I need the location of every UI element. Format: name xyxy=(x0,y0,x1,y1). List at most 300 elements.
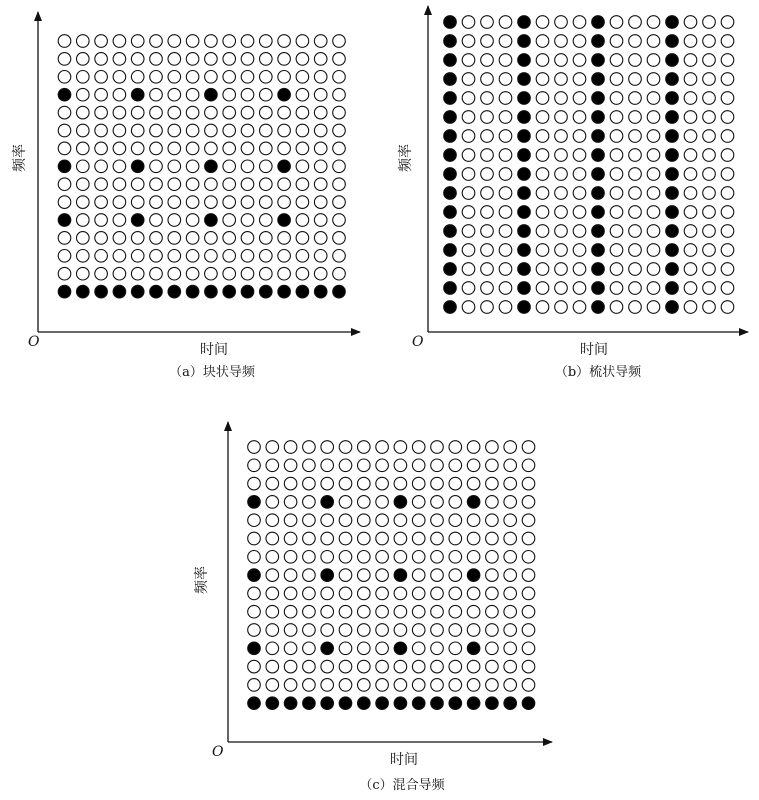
pilot-subcarrier xyxy=(131,285,144,298)
data-subcarrier xyxy=(536,168,549,181)
data-subcarrier xyxy=(358,459,371,472)
data-subcarrier xyxy=(499,35,512,48)
data-subcarrier xyxy=(333,53,346,66)
data-subcarrier xyxy=(303,569,316,582)
pilot-subcarrier xyxy=(592,225,605,238)
data-subcarrier xyxy=(647,225,660,238)
pilot-subcarrier xyxy=(592,168,605,181)
data-subcarrier xyxy=(647,92,660,105)
data-subcarrier xyxy=(467,514,480,527)
data-subcarrier xyxy=(358,624,371,637)
data-subcarrier xyxy=(499,301,512,314)
data-subcarrier xyxy=(339,551,352,564)
data-subcarrier xyxy=(296,142,309,155)
data-subcarrier xyxy=(376,514,389,527)
data-subcarrier xyxy=(278,250,291,263)
data-subcarrier xyxy=(168,53,181,66)
data-subcarrier xyxy=(647,73,660,86)
pilot-subcarrier xyxy=(58,214,71,227)
caption: （b）梳状导频 xyxy=(554,365,642,380)
pilot-subcarrier xyxy=(518,168,531,181)
data-subcarrier xyxy=(376,569,389,582)
data-subcarrier xyxy=(186,35,199,48)
data-subcarrier xyxy=(241,106,254,119)
data-subcarrier xyxy=(223,124,236,137)
data-subcarrier xyxy=(721,35,734,48)
data-subcarrier xyxy=(131,232,144,245)
data-subcarrier xyxy=(260,142,273,155)
data-subcarrier xyxy=(314,71,327,84)
data-subcarrier xyxy=(223,178,236,191)
data-subcarrier xyxy=(296,214,309,227)
pilot-subcarrier xyxy=(518,149,531,162)
data-subcarrier xyxy=(467,587,480,600)
data-subcarrier xyxy=(205,124,218,137)
data-subcarrier xyxy=(95,35,108,48)
data-subcarrier xyxy=(95,53,108,66)
data-subcarrier xyxy=(296,124,309,137)
pilot-subcarrier xyxy=(248,697,261,710)
pilot-subcarrier xyxy=(518,187,531,200)
data-subcarrier xyxy=(260,196,273,209)
data-subcarrier xyxy=(504,569,517,582)
data-subcarrier xyxy=(721,187,734,200)
pilot-subcarrier xyxy=(358,697,371,710)
data-subcarrier xyxy=(499,187,512,200)
data-subcarrier xyxy=(394,477,407,490)
data-subcarrier xyxy=(394,624,407,637)
data-subcarrier xyxy=(150,178,163,191)
data-subcarrier xyxy=(223,142,236,155)
pilot-subcarrier xyxy=(518,244,531,257)
pilot-subcarrier xyxy=(444,187,457,200)
data-subcarrier xyxy=(504,532,517,545)
data-subcarrier xyxy=(321,587,334,600)
data-subcarrier xyxy=(522,477,535,490)
data-subcarrier xyxy=(205,106,218,119)
data-subcarrier xyxy=(721,54,734,67)
data-subcarrier xyxy=(647,168,660,181)
data-subcarrier xyxy=(358,605,371,618)
data-subcarrier xyxy=(610,111,623,124)
data-subcarrier xyxy=(499,73,512,86)
data-subcarrier xyxy=(522,569,535,582)
data-subcarrier xyxy=(58,124,71,137)
data-subcarrier xyxy=(431,679,444,692)
data-subcarrier xyxy=(358,532,371,545)
data-subcarrier xyxy=(321,551,334,564)
pilot-subcarrier xyxy=(444,130,457,143)
data-subcarrier xyxy=(131,71,144,84)
data-subcarrier xyxy=(486,441,499,454)
pilot-subcarrier xyxy=(592,111,605,124)
data-subcarrier xyxy=(610,16,623,29)
data-subcarrier xyxy=(499,111,512,124)
data-subcarrier xyxy=(150,267,163,280)
data-subcarrier xyxy=(721,168,734,181)
data-subcarrier xyxy=(610,168,623,181)
pilot-subcarrier xyxy=(518,54,531,67)
data-subcarrier xyxy=(536,225,549,238)
pilot-subcarrier xyxy=(666,92,679,105)
pilot-subcarrier xyxy=(248,496,261,509)
pilot-subcarrier xyxy=(666,168,679,181)
data-subcarrier xyxy=(431,587,444,600)
data-subcarrier xyxy=(278,196,291,209)
data-subcarrier xyxy=(376,441,389,454)
data-subcarrier xyxy=(449,679,462,692)
data-subcarrier xyxy=(113,178,126,191)
data-subcarrier xyxy=(536,301,549,314)
data-subcarrier xyxy=(449,624,462,637)
data-subcarrier xyxy=(703,130,716,143)
data-subcarrier xyxy=(629,168,642,181)
x-axis-label: 时间 xyxy=(390,752,418,768)
pilot-subcarrier xyxy=(518,263,531,276)
data-subcarrier xyxy=(333,214,346,227)
data-subcarrier xyxy=(58,35,71,48)
data-subcarrier xyxy=(77,178,90,191)
data-subcarrier xyxy=(186,124,199,137)
data-subcarrier xyxy=(431,624,444,637)
data-subcarrier xyxy=(260,88,273,101)
data-subcarrier xyxy=(248,441,261,454)
data-subcarrier xyxy=(131,267,144,280)
pilot-subcarrier xyxy=(58,160,71,173)
data-subcarrier xyxy=(703,187,716,200)
data-subcarrier xyxy=(499,130,512,143)
pilot-subcarrier xyxy=(444,73,457,86)
data-subcarrier xyxy=(536,92,549,105)
data-subcarrier xyxy=(486,624,499,637)
data-subcarrier xyxy=(168,71,181,84)
caption: （c）混合导频 xyxy=(359,778,445,793)
data-subcarrier xyxy=(303,496,316,509)
data-subcarrier xyxy=(412,679,425,692)
data-subcarrier xyxy=(647,54,660,67)
data-subcarrier xyxy=(684,16,697,29)
data-subcarrier xyxy=(58,142,71,155)
data-subcarrier xyxy=(296,178,309,191)
data-subcarrier xyxy=(314,124,327,137)
data-subcarrier xyxy=(394,514,407,527)
data-subcarrier xyxy=(394,679,407,692)
data-subcarrier xyxy=(721,206,734,219)
data-subcarrier xyxy=(462,282,475,295)
data-subcarrier xyxy=(721,130,734,143)
data-subcarrier xyxy=(77,196,90,209)
data-subcarrier xyxy=(339,624,352,637)
data-subcarrier xyxy=(629,111,642,124)
data-subcarrier xyxy=(150,124,163,137)
data-subcarrier xyxy=(412,459,425,472)
diagram-hybrid-pilot xyxy=(194,422,552,793)
data-subcarrier xyxy=(113,232,126,245)
data-subcarrier xyxy=(610,301,623,314)
data-subcarrier xyxy=(223,53,236,66)
data-subcarrier xyxy=(248,605,261,618)
data-subcarrier xyxy=(223,35,236,48)
data-subcarrier xyxy=(260,232,273,245)
data-subcarrier xyxy=(113,160,126,173)
data-subcarrier xyxy=(339,496,352,509)
pilot-subcarrier xyxy=(518,282,531,295)
data-subcarrier xyxy=(486,532,499,545)
data-subcarrier xyxy=(314,196,327,209)
data-subcarrier xyxy=(186,178,199,191)
data-subcarrier xyxy=(150,142,163,155)
data-subcarrier xyxy=(95,88,108,101)
data-subcarrier xyxy=(449,477,462,490)
data-subcarrier xyxy=(721,111,734,124)
pilot-subcarrier xyxy=(666,73,679,86)
data-subcarrier xyxy=(58,71,71,84)
data-subcarrier xyxy=(555,73,568,86)
data-subcarrier xyxy=(150,160,163,173)
data-subcarrier xyxy=(205,53,218,66)
data-subcarrier xyxy=(284,679,297,692)
data-subcarrier xyxy=(223,71,236,84)
data-subcarrier xyxy=(186,214,199,227)
pilot-subcarrier xyxy=(666,149,679,162)
pilot-subcarrier xyxy=(248,569,261,582)
data-subcarrier xyxy=(647,16,660,29)
data-subcarrier xyxy=(412,532,425,545)
data-subcarrier xyxy=(412,605,425,618)
data-subcarrier xyxy=(449,587,462,600)
data-subcarrier xyxy=(467,660,480,673)
data-subcarrier xyxy=(296,53,309,66)
data-subcarrier xyxy=(186,250,199,263)
data-subcarrier xyxy=(284,642,297,655)
data-subcarrier xyxy=(77,250,90,263)
data-subcarrier xyxy=(284,459,297,472)
pilot-subcarrier xyxy=(666,263,679,276)
data-subcarrier xyxy=(113,35,126,48)
data-subcarrier xyxy=(266,496,279,509)
data-subcarrier xyxy=(333,232,346,245)
pilot-subcarrier xyxy=(248,642,261,655)
data-subcarrier xyxy=(412,496,425,509)
diagram-block-pilot xyxy=(12,12,360,380)
pilot-subcarrier xyxy=(518,92,531,105)
data-subcarrier xyxy=(241,53,254,66)
data-subcarrier xyxy=(260,214,273,227)
data-subcarrier xyxy=(77,160,90,173)
data-subcarrier xyxy=(205,250,218,263)
data-subcarrier xyxy=(260,250,273,263)
data-subcarrier xyxy=(486,660,499,673)
data-subcarrier xyxy=(95,196,108,209)
data-subcarrier xyxy=(113,88,126,101)
data-subcarrier xyxy=(168,232,181,245)
data-subcarrier xyxy=(431,532,444,545)
data-subcarrier xyxy=(303,587,316,600)
data-subcarrier xyxy=(58,250,71,263)
data-subcarrier xyxy=(467,605,480,618)
data-subcarrier xyxy=(150,106,163,119)
data-subcarrier xyxy=(555,206,568,219)
pilot-subcarrier xyxy=(260,285,273,298)
data-subcarrier xyxy=(321,514,334,527)
data-subcarrier xyxy=(555,244,568,257)
data-subcarrier xyxy=(58,106,71,119)
data-subcarrier xyxy=(481,92,494,105)
data-subcarrier xyxy=(486,496,499,509)
data-subcarrier xyxy=(241,214,254,227)
data-subcarrier xyxy=(536,149,549,162)
data-subcarrier xyxy=(449,569,462,582)
data-subcarrier xyxy=(462,130,475,143)
data-subcarrier xyxy=(260,267,273,280)
data-subcarrier xyxy=(303,532,316,545)
data-subcarrier xyxy=(333,142,346,155)
data-subcarrier xyxy=(150,71,163,84)
pilot-subcarrier xyxy=(444,263,457,276)
data-subcarrier xyxy=(186,196,199,209)
data-subcarrier xyxy=(95,124,108,137)
pilot-subcarrier xyxy=(321,642,334,655)
data-subcarrier xyxy=(150,88,163,101)
data-subcarrier xyxy=(721,225,734,238)
data-subcarrier xyxy=(296,250,309,263)
data-subcarrier xyxy=(647,130,660,143)
data-subcarrier xyxy=(321,605,334,618)
data-subcarrier xyxy=(499,244,512,257)
data-subcarrier xyxy=(278,35,291,48)
data-subcarrier xyxy=(449,605,462,618)
y-axis-label: 频率 xyxy=(194,566,210,594)
pilot-subcarrier xyxy=(592,73,605,86)
data-subcarrier xyxy=(467,679,480,692)
data-subcarrier xyxy=(504,624,517,637)
data-subcarrier xyxy=(555,301,568,314)
pilot-subcarrier xyxy=(666,16,679,29)
data-subcarrier xyxy=(113,196,126,209)
pilot-subcarrier xyxy=(339,697,352,710)
data-subcarrier xyxy=(168,178,181,191)
data-subcarrier xyxy=(536,244,549,257)
pilot-subcarrier xyxy=(666,301,679,314)
pilot-subcarrier xyxy=(296,285,309,298)
data-subcarrier xyxy=(296,71,309,84)
data-subcarrier xyxy=(150,250,163,263)
data-subcarrier xyxy=(462,92,475,105)
data-subcarrier xyxy=(555,54,568,67)
pilot-subcarrier xyxy=(592,187,605,200)
data-subcarrier xyxy=(721,282,734,295)
data-subcarrier xyxy=(684,206,697,219)
data-subcarrier xyxy=(241,232,254,245)
data-subcarrier xyxy=(486,514,499,527)
data-subcarrier xyxy=(339,679,352,692)
data-subcarrier xyxy=(278,142,291,155)
data-subcarrier xyxy=(629,92,642,105)
pilot-subcarrier xyxy=(467,642,480,655)
data-subcarrier xyxy=(77,88,90,101)
pilot-subcarrier xyxy=(518,73,531,86)
data-subcarrier xyxy=(168,267,181,280)
data-subcarrier xyxy=(376,660,389,673)
data-subcarrier xyxy=(303,459,316,472)
pilot-subcarrier xyxy=(278,160,291,173)
data-subcarrier xyxy=(481,54,494,67)
data-subcarrier xyxy=(486,551,499,564)
data-subcarrier xyxy=(150,35,163,48)
data-subcarrier xyxy=(499,16,512,29)
data-subcarrier xyxy=(703,263,716,276)
data-subcarrier xyxy=(95,214,108,227)
pilot-subcarrier xyxy=(444,244,457,257)
data-subcarrier xyxy=(721,92,734,105)
data-subcarrier xyxy=(266,477,279,490)
pilot-subcarrier xyxy=(376,697,389,710)
data-subcarrier xyxy=(58,196,71,209)
data-subcarrier xyxy=(412,441,425,454)
data-subcarrier xyxy=(296,196,309,209)
data-subcarrier xyxy=(376,587,389,600)
data-subcarrier xyxy=(333,124,346,137)
data-subcarrier xyxy=(131,35,144,48)
data-subcarrier xyxy=(376,624,389,637)
data-subcarrier xyxy=(573,187,586,200)
pilot-subcarrier xyxy=(168,285,181,298)
data-subcarrier xyxy=(266,551,279,564)
data-subcarrier xyxy=(573,263,586,276)
data-subcarrier xyxy=(223,160,236,173)
pilot-subcarrier xyxy=(431,697,444,710)
data-subcarrier xyxy=(314,178,327,191)
data-subcarrier xyxy=(486,679,499,692)
data-subcarrier xyxy=(77,214,90,227)
data-subcarrier xyxy=(358,679,371,692)
data-subcarrier xyxy=(333,106,346,119)
data-subcarrier xyxy=(248,624,261,637)
data-subcarrier xyxy=(522,496,535,509)
data-subcarrier xyxy=(536,206,549,219)
data-subcarrier xyxy=(431,660,444,673)
data-subcarrier xyxy=(462,35,475,48)
data-subcarrier xyxy=(303,660,316,673)
data-subcarrier xyxy=(486,477,499,490)
data-subcarrier xyxy=(629,225,642,238)
data-subcarrier xyxy=(266,660,279,673)
data-subcarrier xyxy=(504,514,517,527)
data-subcarrier xyxy=(77,106,90,119)
data-subcarrier xyxy=(266,441,279,454)
data-subcarrier xyxy=(412,587,425,600)
data-subcarrier xyxy=(248,551,261,564)
data-subcarrier xyxy=(684,282,697,295)
pilot-subcarrier xyxy=(486,697,499,710)
pilot-subcarrier xyxy=(518,206,531,219)
data-subcarrier xyxy=(358,569,371,582)
pilot-subcarrier xyxy=(666,35,679,48)
data-subcarrier xyxy=(333,71,346,84)
data-subcarrier xyxy=(573,54,586,67)
pilot-subcarrier xyxy=(467,496,480,509)
pilot-subcarrier xyxy=(592,244,605,257)
data-subcarrier xyxy=(284,605,297,618)
data-subcarrier xyxy=(703,16,716,29)
data-subcarrier xyxy=(721,149,734,162)
data-subcarrier xyxy=(449,441,462,454)
data-subcarrier xyxy=(186,88,199,101)
data-subcarrier xyxy=(431,605,444,618)
data-subcarrier xyxy=(284,587,297,600)
data-subcarrier xyxy=(647,301,660,314)
data-subcarrier xyxy=(284,441,297,454)
